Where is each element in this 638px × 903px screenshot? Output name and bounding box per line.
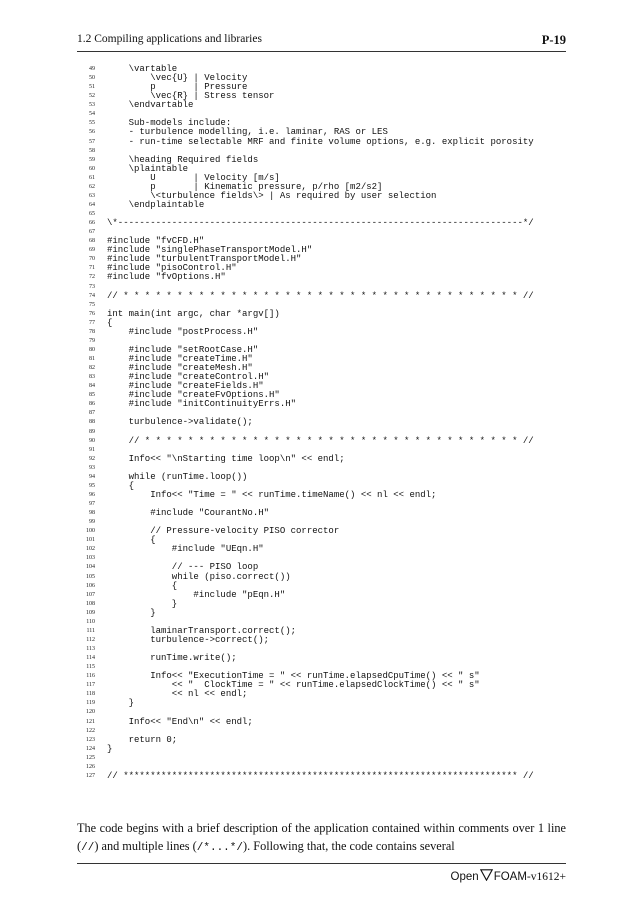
line-number: 58 <box>89 147 95 154</box>
code-text: \vec{R} | Stress tensor <box>107 91 275 102</box>
code-text: \plaintable <box>107 163 189 174</box>
code-line <box>77 201 566 210</box>
code-line <box>77 491 566 500</box>
line-number: 72 <box>89 274 95 281</box>
header-divider <box>77 51 566 52</box>
code-text: Info<< "Time = " << runTime.timeName() << nl << endl; <box>107 489 437 500</box>
code-text: #include "turbulentTransportModel.H" <box>107 254 302 265</box>
code-text: \*---------------------------------------------------------------------------*/ <box>107 218 534 229</box>
line-number: 95 <box>89 482 95 489</box>
line-number: 112 <box>86 636 95 643</box>
code-text: { <box>107 480 135 491</box>
line-number: 101 <box>86 537 95 544</box>
line-number: 84 <box>89 383 95 390</box>
line-number: 74 <box>89 292 95 299</box>
code-text: #include "pEqn.H" <box>107 589 286 600</box>
line-number: 75 <box>89 301 95 308</box>
line-number: 106 <box>86 582 95 589</box>
line-number: 100 <box>86 528 95 535</box>
code-text: Sub-models include: <box>107 118 232 129</box>
line-number: 81 <box>89 356 95 362</box>
line-number: 85 <box>89 392 95 399</box>
line-number: 73 <box>89 283 95 290</box>
code-text: #include "UEqn.H" <box>107 544 264 555</box>
code-line <box>77 736 566 745</box>
line-number: 51 <box>89 84 95 91</box>
line-number: 110 <box>86 618 95 625</box>
brand-open: Open <box>450 871 479 883</box>
code-text: // * * * * * * * * * * * * * * * * * * * * * * * * * * * * * * * * * * * * * // <box>107 290 534 301</box>
line-number: 98 <box>89 510 95 517</box>
line-number: 69 <box>89 247 95 254</box>
line-number: 116 <box>86 673 95 680</box>
line-number: 53 <box>89 102 95 109</box>
line-number: 62 <box>89 183 95 190</box>
code-text: \vartable <box>107 64 178 74</box>
inline-code: // <box>81 842 95 854</box>
code-text: { <box>107 317 113 328</box>
line-number: 104 <box>86 564 95 571</box>
code-text: #include "setRootCase.H" <box>107 344 259 355</box>
code-line <box>77 545 566 554</box>
line-number: 71 <box>89 265 95 272</box>
body-text-part: ). Following that, the code contains several <box>242 839 455 853</box>
code-line <box>77 745 566 754</box>
code-line <box>77 609 566 618</box>
code-text: runTime.write(); <box>107 653 237 664</box>
line-number: 103 <box>86 555 95 562</box>
line-number: 94 <box>89 473 95 480</box>
code-text: #include "pisoControl.H" <box>107 263 237 274</box>
code-text: turbulence->correct(); <box>107 634 270 645</box>
code-text: Info<< "\nStarting time loop\n" << endl; <box>107 453 345 464</box>
code-line <box>77 138 566 147</box>
code-line <box>77 636 566 645</box>
code-text: #include "createTime.H" <box>107 354 253 364</box>
code-line <box>77 273 566 282</box>
line-number: 124 <box>86 745 95 752</box>
line-number: 102 <box>86 546 95 553</box>
code-line <box>77 310 566 319</box>
code-line <box>77 455 566 464</box>
section-title: 1.2 Compiling applications and libraries <box>77 33 262 45</box>
line-number: 52 <box>89 93 95 100</box>
code-line <box>77 292 566 301</box>
code-text: \heading Required fields <box>107 154 259 165</box>
code-line <box>77 509 566 518</box>
line-number: 108 <box>86 600 95 607</box>
body-text-part: The code begins with a brief description of the application contained within comments over 1 line ( <box>77 821 566 853</box>
line-number: 91 <box>89 446 95 453</box>
code-text: - turbulence modelling, i.e. laminar, RAS or LES <box>107 127 388 138</box>
line-number: 63 <box>89 192 95 199</box>
code-text: // ************************************************************************* // <box>107 770 534 781</box>
line-number: 50 <box>89 75 95 82</box>
line-number: 96 <box>89 491 95 498</box>
version-label: -v1612+ <box>526 871 566 883</box>
line-number: 60 <box>89 165 95 172</box>
code-text: } <box>107 698 135 709</box>
line-number: 54 <box>89 111 95 118</box>
code-text: U | Velocity [m/s] <box>107 172 280 183</box>
code-text: laminarTransport.correct(); <box>107 625 297 636</box>
code-text: #include "fvCFD.H" <box>107 236 205 247</box>
code-text: \endvartable <box>107 100 194 111</box>
line-number: 70 <box>89 256 95 263</box>
code-text: \endplaintable <box>107 199 205 210</box>
code-text: return 0; <box>107 734 178 745</box>
code-text: #include "CourantNo.H" <box>107 508 270 519</box>
line-number: 97 <box>89 501 95 507</box>
line-number: 55 <box>89 120 95 127</box>
code-text: while (piso.correct()) <box>107 571 291 582</box>
line-number: 49 <box>89 66 95 72</box>
footer-divider <box>77 863 566 864</box>
code-text: \<turbulence fields\> | As required by user selection <box>107 190 437 201</box>
line-number: 99 <box>89 519 95 526</box>
code-text: } <box>107 598 178 609</box>
line-number: 68 <box>89 238 95 245</box>
line-number: 127 <box>86 772 95 779</box>
line-number: 79 <box>89 337 95 344</box>
code-listing <box>77 65 566 781</box>
line-number: 83 <box>89 374 95 381</box>
line-number: 67 <box>89 229 95 236</box>
line-number: 105 <box>86 573 95 580</box>
code-text: { <box>107 580 178 591</box>
code-line <box>77 473 566 482</box>
line-number: 92 <box>89 455 95 462</box>
line-number: 123 <box>86 736 95 743</box>
line-number: 93 <box>89 464 95 471</box>
code-line <box>77 772 566 781</box>
code-line <box>77 400 566 409</box>
line-number: 117 <box>86 682 95 689</box>
line-number: 61 <box>89 174 95 181</box>
code-line <box>77 690 566 699</box>
line-number: 114 <box>86 655 95 662</box>
inline-code: /*...*/ <box>196 842 243 854</box>
page-number: P-19 <box>541 33 566 47</box>
line-number: 111 <box>86 627 95 634</box>
line-number: 77 <box>89 319 95 326</box>
line-number: 125 <box>86 754 95 761</box>
code-text: Info<< "ExecutionTime = " << runTime.elapsedCpuTime() << " s" <box>107 671 480 682</box>
code-text: // * * * * * * * * * * * * * * * * * * * * * * * * * * * * * * * * * * * // <box>107 435 534 446</box>
code-text: } <box>107 607 156 618</box>
code-text: while (runTime.loop()) <box>107 471 248 482</box>
code-text: p | Pressure <box>107 82 248 93</box>
code-text: #include "singlePhaseTransportModel.H" <box>107 245 313 256</box>
code-text: << " ClockTime = " << runTime.elapsedClockTime() << " s" <box>107 680 480 691</box>
code-line <box>77 437 566 446</box>
code-text: } <box>107 743 113 754</box>
body-paragraph <box>77 819 566 857</box>
code-text: int main(int argc, char *argv[]) <box>107 308 280 319</box>
code-line <box>77 754 566 763</box>
line-number: 88 <box>89 419 95 426</box>
code-line <box>77 699 566 708</box>
line-number: 107 <box>86 591 95 598</box>
code-line <box>77 101 566 110</box>
line-number: 109 <box>86 609 95 616</box>
line-number: 118 <box>86 691 95 698</box>
code-line <box>77 219 566 228</box>
line-number: 122 <box>86 727 95 734</box>
code-text: // --- PISO loop <box>107 562 259 573</box>
code-text: - run-time selectable MRF and finite volume options, e.g. explicit porosity <box>107 136 534 147</box>
running-header <box>77 33 566 49</box>
brand-foam: FOAM <box>493 871 527 883</box>
code-line <box>77 654 566 663</box>
code-text: \vec{U} | Velocity <box>107 73 248 84</box>
code-line <box>77 418 566 427</box>
code-text: // Pressure-velocity PISO corrector <box>107 526 340 537</box>
code-text: #include "postProcess.H" <box>107 326 259 337</box>
code-line <box>77 328 566 337</box>
line-number: 64 <box>89 201 95 208</box>
code-text: turbulence->validate(); <box>107 417 253 428</box>
code-text: << nl << endl; <box>107 689 248 700</box>
code-text: #include "initContinuityErrs.H" <box>107 399 297 410</box>
line-number: 65 <box>89 211 95 217</box>
line-number: 113 <box>86 646 95 652</box>
code-text: #include "createMesh.H" <box>107 363 253 374</box>
line-number: 57 <box>89 138 95 145</box>
code-line <box>77 718 566 727</box>
line-number: 66 <box>89 220 95 227</box>
code-text: #include "createControl.H" <box>107 372 270 383</box>
code-text: #include "createFields.H" <box>107 381 264 392</box>
line-number: 121 <box>86 718 95 725</box>
footer-logo <box>451 868 566 883</box>
line-number: 115 <box>86 664 95 671</box>
line-number: 120 <box>86 709 95 716</box>
line-number: 59 <box>89 156 95 163</box>
line-number: 86 <box>89 401 95 408</box>
line-number: 76 <box>89 310 95 317</box>
code-text: { <box>107 535 156 546</box>
line-number: 80 <box>89 346 95 353</box>
line-number: 119 <box>86 700 95 707</box>
line-number: 87 <box>89 410 95 417</box>
body-text-part: ) and multiple lines ( <box>94 839 197 853</box>
line-number: 56 <box>89 129 95 136</box>
code-text: Info<< "End\n" << endl; <box>107 716 253 727</box>
nabla-icon <box>480 869 493 881</box>
line-number: 82 <box>89 365 95 372</box>
code-text: #include "fvOptions.H" <box>107 272 226 283</box>
line-number: 78 <box>89 328 95 335</box>
line-number: 126 <box>86 763 95 770</box>
line-number: 90 <box>89 437 95 444</box>
code-text: #include "createFvOptions.H" <box>107 390 280 401</box>
line-number: 89 <box>89 428 95 435</box>
code-text: p | Kinematic pressure, p/rho [m2/s2] <box>107 181 383 192</box>
